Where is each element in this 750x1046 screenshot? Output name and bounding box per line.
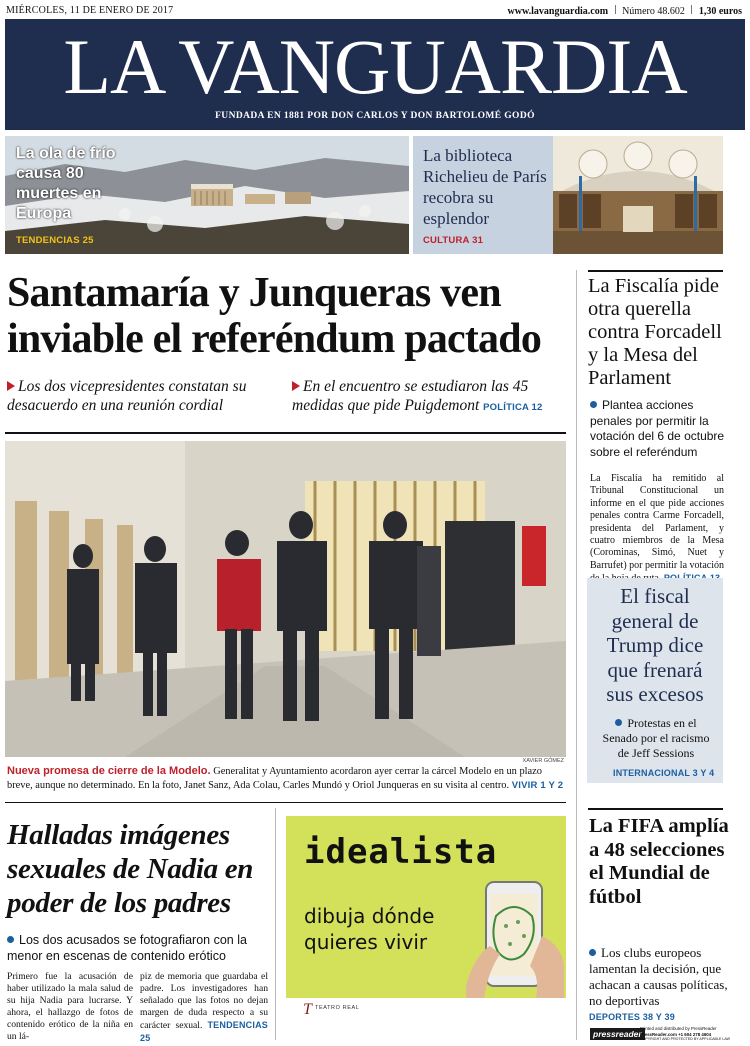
teaser-cold-wave-headline: La ola de frío causa 80 muertes en Europa: [16, 145, 116, 222]
lead-deck-right: En el encuentro se estudiaron las 45 medidas que pide Puigdemont POLÍTICA 12: [292, 378, 543, 414]
teaser-cold-wave[interactable]: [5, 136, 409, 254]
masthead-date: MIÉRCOLES, 11 DE ENERO DE 2017: [6, 5, 174, 16]
ad-tagline-2: quieres vivir: [304, 930, 428, 954]
trump-headline: El fiscal general de Trump dice que frenará sus excesos: [606, 584, 704, 706]
nadia-body-col2: piz de memoria que guardaba el padre. Los investigadores han señalado que las fotos no dejan margen de duda respecto a su carácter sexual. TENDENCIAS 25: [140, 971, 268, 1043]
bottom-column-rule: [275, 808, 276, 1040]
lead-bottom-rule: [5, 432, 566, 434]
price: 1,30 euros: [698, 6, 742, 17]
teaser-library-headline: La biblioteca Richelieu de París recobra su esplendor: [423, 146, 547, 228]
trump-section[interactable]: INTERNACIONAL 3 Y 4: [613, 768, 715, 778]
library-reading-room-photo: [553, 136, 723, 254]
modelo-prison-photo: [5, 441, 566, 757]
bullet-icon: [7, 936, 14, 943]
nadia-body-col1: Primero fue la acusación de haber utilizado la mala salud de su hija Nadia para lucrarse. Y ahora, el hallazgo de fotos de contenido erótico de la niña en un lá-: [7, 971, 133, 1042]
fiscalia-top-rule: [588, 270, 723, 272]
newspaper-logo[interactable]: LA VANGUARDIA: [63, 23, 687, 110]
fiscalia-headline[interactable]: La Fiscalía pide otra querella contra Forcadell y la Mesa del Parlament: [588, 275, 722, 389]
fifa-section[interactable]: DEPORTES 38 Y 39: [589, 1012, 675, 1022]
teaser-library[interactable]: [413, 136, 553, 254]
fiscalia-bullet: Plantea acciones penales por permitir la votación del 6 de octubre sobre el referéndum: [590, 398, 725, 459]
issue-number: Número 48.602: [622, 6, 685, 17]
fiscalia-body: La Fiscalía ha remitido al Tribunal Constitucional un informe en el que pide acciones penales contra Carme Forcadell, presidenta del Parlament, y cuatro miembros de la Mesa (Corominas, Simó, Nuet y Barrufet) por permitir la votación: [590, 473, 724, 586]
bullet-icon: [615, 719, 622, 726]
teatro-real-sponsor: T TEATRO REAL: [303, 1001, 360, 1018]
lead-headline[interactable]: Santamaría y Junqueras ven inviable el referéndum pactado: [7, 270, 542, 362]
trump-box[interactable]: [587, 578, 723, 783]
pressreader-badge: pressreader Printed and distributed by PressReader PressReader.com +1 604 278 4604 COPYRIGHT AND PROTECTED BY APPLICABLE LAW: [590, 1026, 742, 1043]
photo-caption: [7, 764, 565, 793]
trump-bullet: Protestas en el Senado por el racismo de Jeff Sessions: [602, 716, 710, 760]
idealista-ad[interactable]: [286, 816, 566, 998]
masthead-banner: [5, 19, 745, 130]
lead-section[interactable]: POLÍTICA 12: [483, 402, 543, 413]
nadia-bullet: Los dos acusados se fotografiaron con la menor en escenas de contenido erótico: [7, 933, 247, 963]
fifa-top-rule: [588, 808, 723, 810]
red-arrow-icon: [7, 381, 15, 391]
photo-bottom-rule: [5, 802, 566, 803]
fifa-headline[interactable]: La FIFA amplía a 48 selecciones el Mundial de fútbol: [589, 815, 729, 908]
bullet-icon: [590, 401, 597, 408]
bullet-icon: [589, 949, 596, 956]
caption-text: Generalitat y Ayuntamiento acordaron ayer cerrar la cárcel Modelo en un plazo breve, aunque no determinado. En la foto, Janet Sanz, Ada Colau, Carles Mundó y Oriol Junqueras en su visita al centro.: [7, 766, 542, 791]
website-link[interactable]: www.lavanguardia.com: [507, 6, 609, 17]
fifa-bullet: Los clubs europeos lamentan la decisión, que achacan a causas políticas, no deportivas: [589, 945, 728, 1008]
teaser-cold-wave-section[interactable]: TENDENCIAS 25: [16, 235, 94, 246]
ad-brand: idealista: [304, 832, 498, 872]
caption-lead: Nueva promesa de cierre de la Modelo.: [7, 765, 211, 777]
red-arrow-icon: [292, 381, 300, 391]
photo-credit: XAVIER GÓMEZ: [522, 758, 564, 764]
teaser-library-section[interactable]: CULTURA 31: [423, 235, 484, 246]
nadia-section[interactable]: TENDENCIAS 25: [140, 1020, 268, 1043]
lead-deck-left: Los dos vicepresidentes constatan su desacuerdo en una reunión cordial: [7, 378, 247, 414]
masthead-info: [508, 5, 743, 17]
phone-map-icon: [466, 876, 566, 998]
ad-tagline-1: dibuja dónde: [304, 904, 435, 928]
right-column-rule: [576, 270, 577, 1040]
pressreader-logo: pressreader: [590, 1028, 645, 1040]
nadia-headline[interactable]: Halladas imágenes sexuales de Nadia en poder de los padres: [7, 819, 254, 919]
founded-line: FUNDADA EN 1881 POR DON CARLOS Y DON BARTOLOMÉ GODÓ: [215, 111, 535, 121]
teatro-real-icon: T: [303, 1001, 312, 1018]
photo-section[interactable]: VIVIR 1 Y 2: [511, 780, 564, 791]
